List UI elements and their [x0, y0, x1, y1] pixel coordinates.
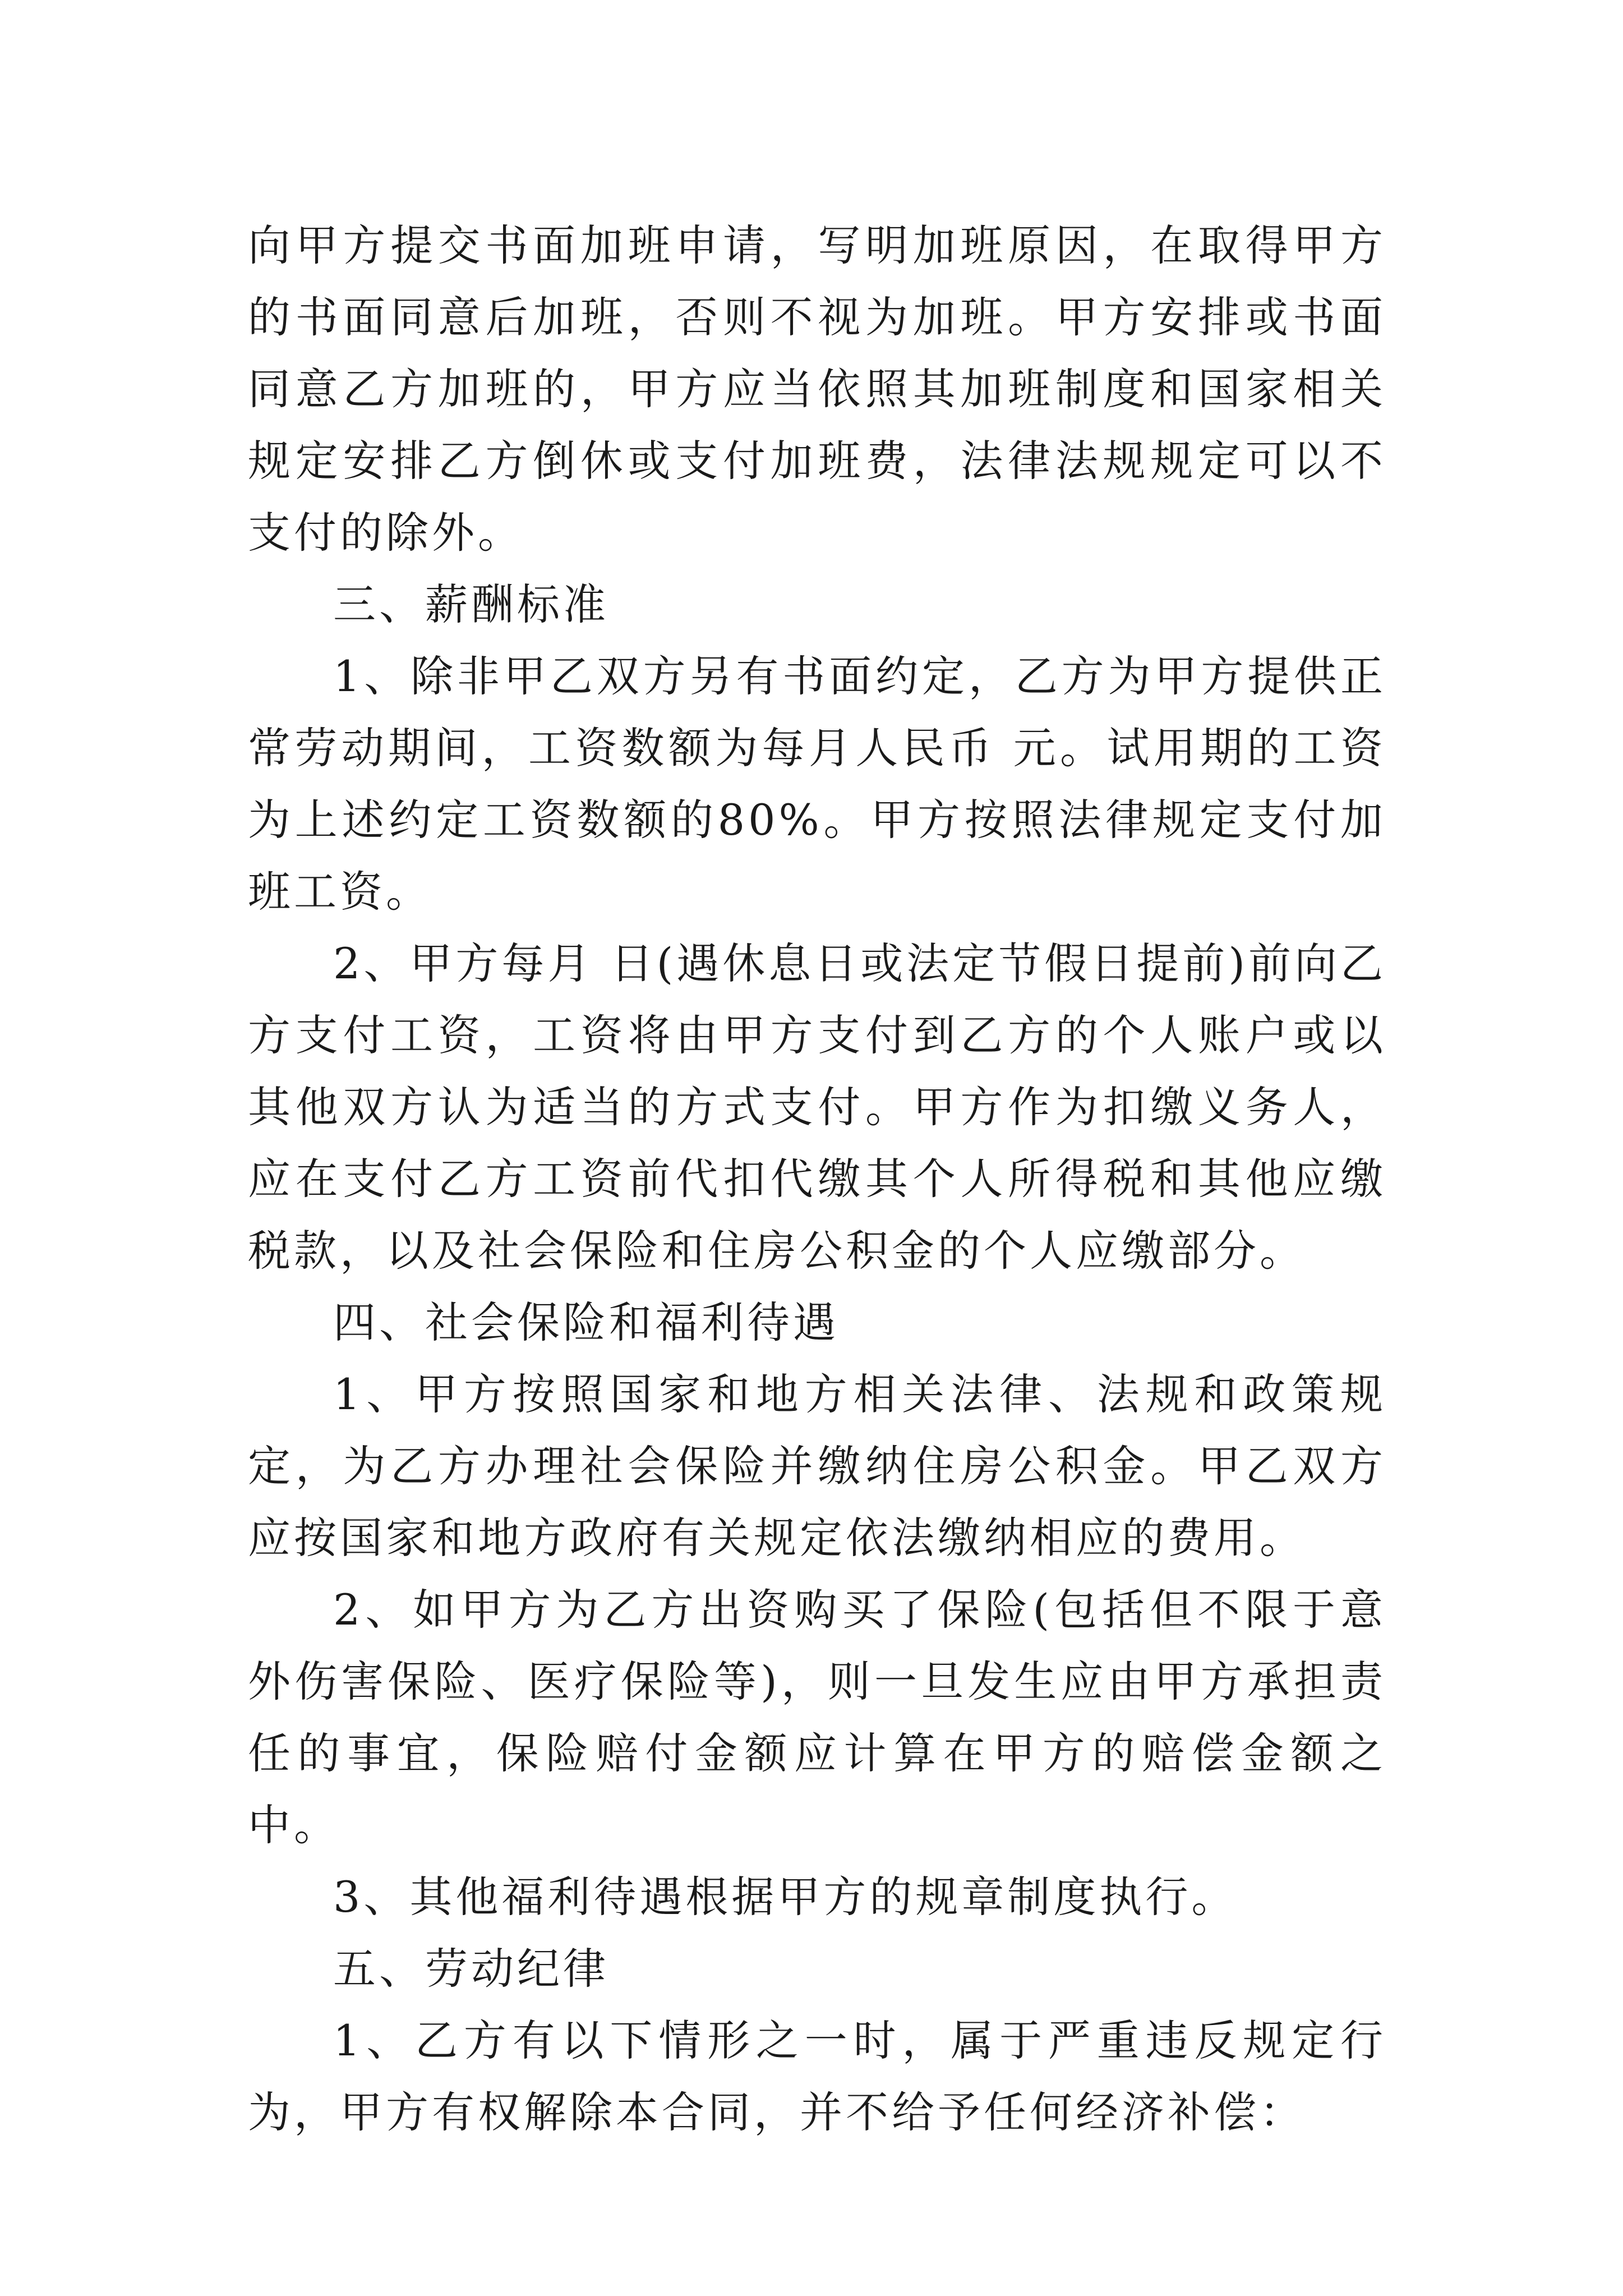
section-heading-insurance: 四、社会保险和福利待遇 [333, 1297, 839, 1347]
paragraph-social-insurance: 1、甲方按照国家和地方相关法律、法规和政策规定，为乙方办理社会保险并缴纳住房公积金。甲乙双方应按国家和地方政府有关规定依法缴纳相应的费用。 [248, 1369, 1386, 1563]
paragraph-other-benefits: 3、其他福利待遇根据甲方的规章制度执行。 [333, 1872, 1238, 1922]
document-body [248, 210, 1386, 2148]
paragraph-salary-amount: 1、除非甲乙双方另有书面约定，乙方为甲方提供正常劳动期间，工资数额为每月人民币 元。试用期的工资为上述约定工资数额的80%。甲方按照法律规定支付加班工资。 [248, 651, 1386, 917]
section-heading-salary: 三、薪酬标准 [333, 579, 609, 629]
paragraph-salary-payment: 2、甲方每月 日(遇休息日或法定节假日提前)前向乙方支付工资，工资将由甲方支付到乙方的个人账户或以其他双方认为适当的方式支付。甲方作为扣缴义务人，应在支付乙方工资前代扣代缴其个人所得税和其他应缴税款，以及社会保险和住房公积金的个人应缴部分。 [248, 938, 1386, 1276]
paragraph-purchased-insurance: 2、如甲方为乙方出资购买了保险(包括但不限于意外伤害保险、医疗保险等)，则一旦发生应由甲方承担责任的事宜，保险赔付金额应计算在甲方的赔偿金额之中。 [248, 1585, 1386, 1850]
paragraph-overtime-continued: 向甲方提交书面加班申请，写明加班原因，在取得甲方的书面同意后加班，否则不视为加班。甲方安排或书面同意乙方加班的，甲方应当依照其加班制度和国家相关规定安排乙方倒休或支付加班费，法律法规规定可以不支付的除外。 [248, 220, 1386, 558]
paragraph-serious-violation: 1、乙方有以下情形之一时，属于严重违反规定行为，甲方有权解除本合同，并不给予任何经济补偿： [248, 2016, 1386, 2137]
section-heading-discipline: 五、劳动纪律 [333, 1944, 609, 1994]
